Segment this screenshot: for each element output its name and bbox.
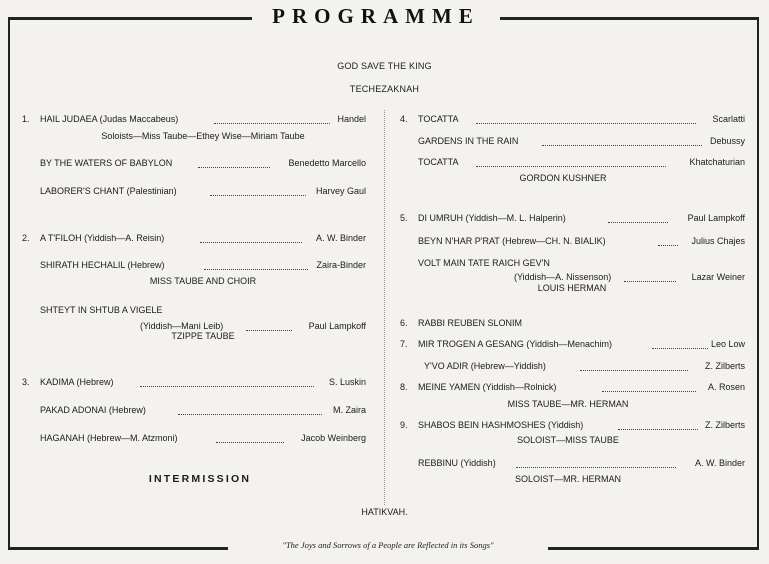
leader-dots [178, 414, 322, 415]
song-composer: Julius Chajes [691, 236, 745, 246]
song-composer: Harvey Gaul [315, 186, 366, 196]
group-4-number: 4. [400, 114, 408, 124]
song-composer: S. Luskin [328, 377, 366, 387]
song-composer: M. Zaira [332, 405, 366, 415]
song-composer: Zaira-Binder [316, 260, 366, 270]
song-composer: A. W. Binder [694, 458, 745, 468]
song-composer: Z. Zilberts [704, 361, 745, 371]
song-composer: Lazar Weiner [691, 272, 745, 282]
song-composer: Debussy [709, 136, 745, 146]
group-5-number: 5. [400, 213, 408, 223]
group-7-number: 7. [400, 339, 408, 349]
song-by-the-waters [40, 158, 366, 170]
leader-dots [200, 242, 302, 243]
song-shabos-bein [418, 420, 745, 432]
leader-dots [198, 167, 270, 168]
opening-techezaknah: TECHEZAKNAH [349, 84, 420, 94]
leader-dots [624, 281, 676, 282]
bottom-rule-right [548, 547, 759, 550]
song-beyn-nhar-prat [418, 236, 745, 248]
group-6-number: 6. [400, 318, 408, 328]
page-title: PROGRAMME [272, 4, 480, 28]
song-title: DI UMRUH (Yiddish—M. L. Halperin) [418, 213, 566, 223]
piano-performer: GORDON KUSHNER [519, 173, 607, 183]
piece-tocatta-khatchaturian [418, 157, 745, 169]
column-divider [384, 110, 385, 505]
song-composer: Handel [337, 114, 366, 124]
song-title: (Yiddish—A. Nissenson) [514, 272, 612, 282]
song-composer: Benedetto Marcello [288, 158, 366, 168]
song-title: SHIRATH HECHALIL (Hebrew) [40, 260, 165, 270]
group-1-number: 1. [22, 114, 30, 124]
song-volt-title: VOLT MAIN TATE RAICH GEV'N [418, 258, 550, 268]
song-title: TOCATTA [418, 114, 459, 124]
leader-dots [608, 222, 668, 223]
song-di-umruh [418, 213, 745, 225]
song-composer: Scarlatti [712, 114, 745, 124]
group-2-number: 2. [22, 233, 30, 243]
song-yvo-adir [424, 361, 745, 373]
speaker-rabbi-slonim: RABBI REUBEN SLONIM [418, 318, 523, 328]
song-pakad-adonai [40, 405, 366, 417]
song-title: HAIL JUDAEA (Judas Maccabeus) [40, 114, 179, 124]
song-title: GARDENS IN THE RAIN [418, 136, 519, 146]
shteyt-performer: TZIPPE TAUBE [171, 331, 235, 341]
leader-dots [140, 386, 314, 387]
song-title: Y'VO ADIR (Hebrew—Yiddish) [424, 361, 546, 371]
song-title: KADIMA (Hebrew) [40, 377, 114, 387]
song-composer: A. Rosen [707, 382, 745, 392]
top-rule-right [500, 17, 759, 20]
shirath-performers: MISS TAUBE AND CHOIR [149, 276, 257, 286]
rebbinu-performer: SOLOIST—MR. HERMAN [514, 474, 621, 484]
group-8-number: 8. [400, 382, 408, 392]
piece-gardens-in-the-rain [418, 136, 745, 148]
intermission-heading: INTERMISSION [148, 473, 252, 485]
song-title: SHABOS BEIN HASHMOSHES (Yiddish) [418, 420, 584, 430]
song-title: HAGANAH (Hebrew—M. Atzmoni) [40, 433, 178, 443]
song-hail-judaea [40, 114, 366, 126]
shabos-performer: SOLOIST—MISS TAUBE [517, 435, 619, 445]
song-laborers-chant [40, 186, 366, 198]
song-title: MEINE YAMEN (Yiddish—Rolnick) [418, 382, 557, 392]
closing-hatikvah: HATIKVAH. [361, 507, 408, 517]
song-rebbinu [418, 458, 745, 470]
song-title: LABORER'S CHANT (Palestinian) [40, 186, 177, 196]
group-9-number: 9. [400, 420, 408, 430]
song-composer: Khatchaturian [689, 157, 745, 167]
leader-dots [602, 391, 696, 392]
song-title: TOCATTA [418, 157, 459, 167]
song-shteyt-title: SHTEYT IN SHTUB A VIGELE [40, 305, 163, 315]
group-3-number: 3. [22, 377, 30, 387]
meine-performers: MISS TAUBE—MR. HERMAN [507, 399, 629, 409]
leader-dots [542, 145, 702, 146]
song-composer: Leo Low [710, 339, 745, 349]
leader-dots [618, 429, 698, 430]
song-composer: Paul Lampkoff [687, 213, 745, 223]
song-composer: Paul Lampkoff [308, 321, 366, 331]
song-composer: Z. Zilberts [704, 420, 745, 430]
leader-dots [580, 370, 688, 371]
song-composer: Jacob Weinberg [301, 433, 366, 443]
leader-dots [516, 467, 676, 468]
song-title: BY THE WATERS OF BABYLON [40, 158, 173, 168]
leader-dots [210, 195, 306, 196]
leader-dots [658, 245, 678, 246]
leader-dots [652, 348, 708, 349]
song-title: (Yiddish—Mani Leib) [140, 321, 224, 331]
song-title: MIR TROGEN A GESANG (Yiddish—Menachim) [418, 339, 613, 349]
opening-anthem: GOD SAVE THE KING [337, 61, 432, 71]
song-meine-yamen [418, 382, 745, 394]
song-shirath-hechalil [40, 260, 366, 272]
song-composer: A. W. Binder [315, 233, 366, 243]
leader-dots [214, 123, 330, 124]
song-title: PAKAD ADONAI (Hebrew) [40, 405, 146, 415]
top-rule-left [8, 17, 252, 20]
song-mir-trogen [418, 339, 745, 351]
song-a-tfiloh [40, 233, 366, 245]
leader-dots [476, 123, 696, 124]
leader-dots [216, 442, 284, 443]
leader-dots [476, 166, 666, 167]
song-title: REBBINU (Yiddish) [418, 458, 496, 468]
leader-dots [204, 269, 308, 270]
footer-quote: "The Joys and Sorrows of a People are Reflected in its Songs" [282, 540, 494, 550]
song-title: BEYN N'HAR P'RAT (Hebrew—CH. N. BIALIK) [418, 236, 606, 246]
song-haganah [40, 433, 366, 445]
song-title: A T'FILOH (Yiddish—A. Reisin) [40, 233, 165, 243]
song-kadima [40, 377, 366, 389]
hail-judaea-soloists: Soloists—Miss Taube—Ethey Wise—Miriam Taube [101, 131, 305, 141]
piece-tocatta-scarlatti [418, 114, 745, 126]
volt-performer: LOUIS HERMAN [537, 283, 607, 293]
bottom-rule-left [8, 547, 228, 550]
